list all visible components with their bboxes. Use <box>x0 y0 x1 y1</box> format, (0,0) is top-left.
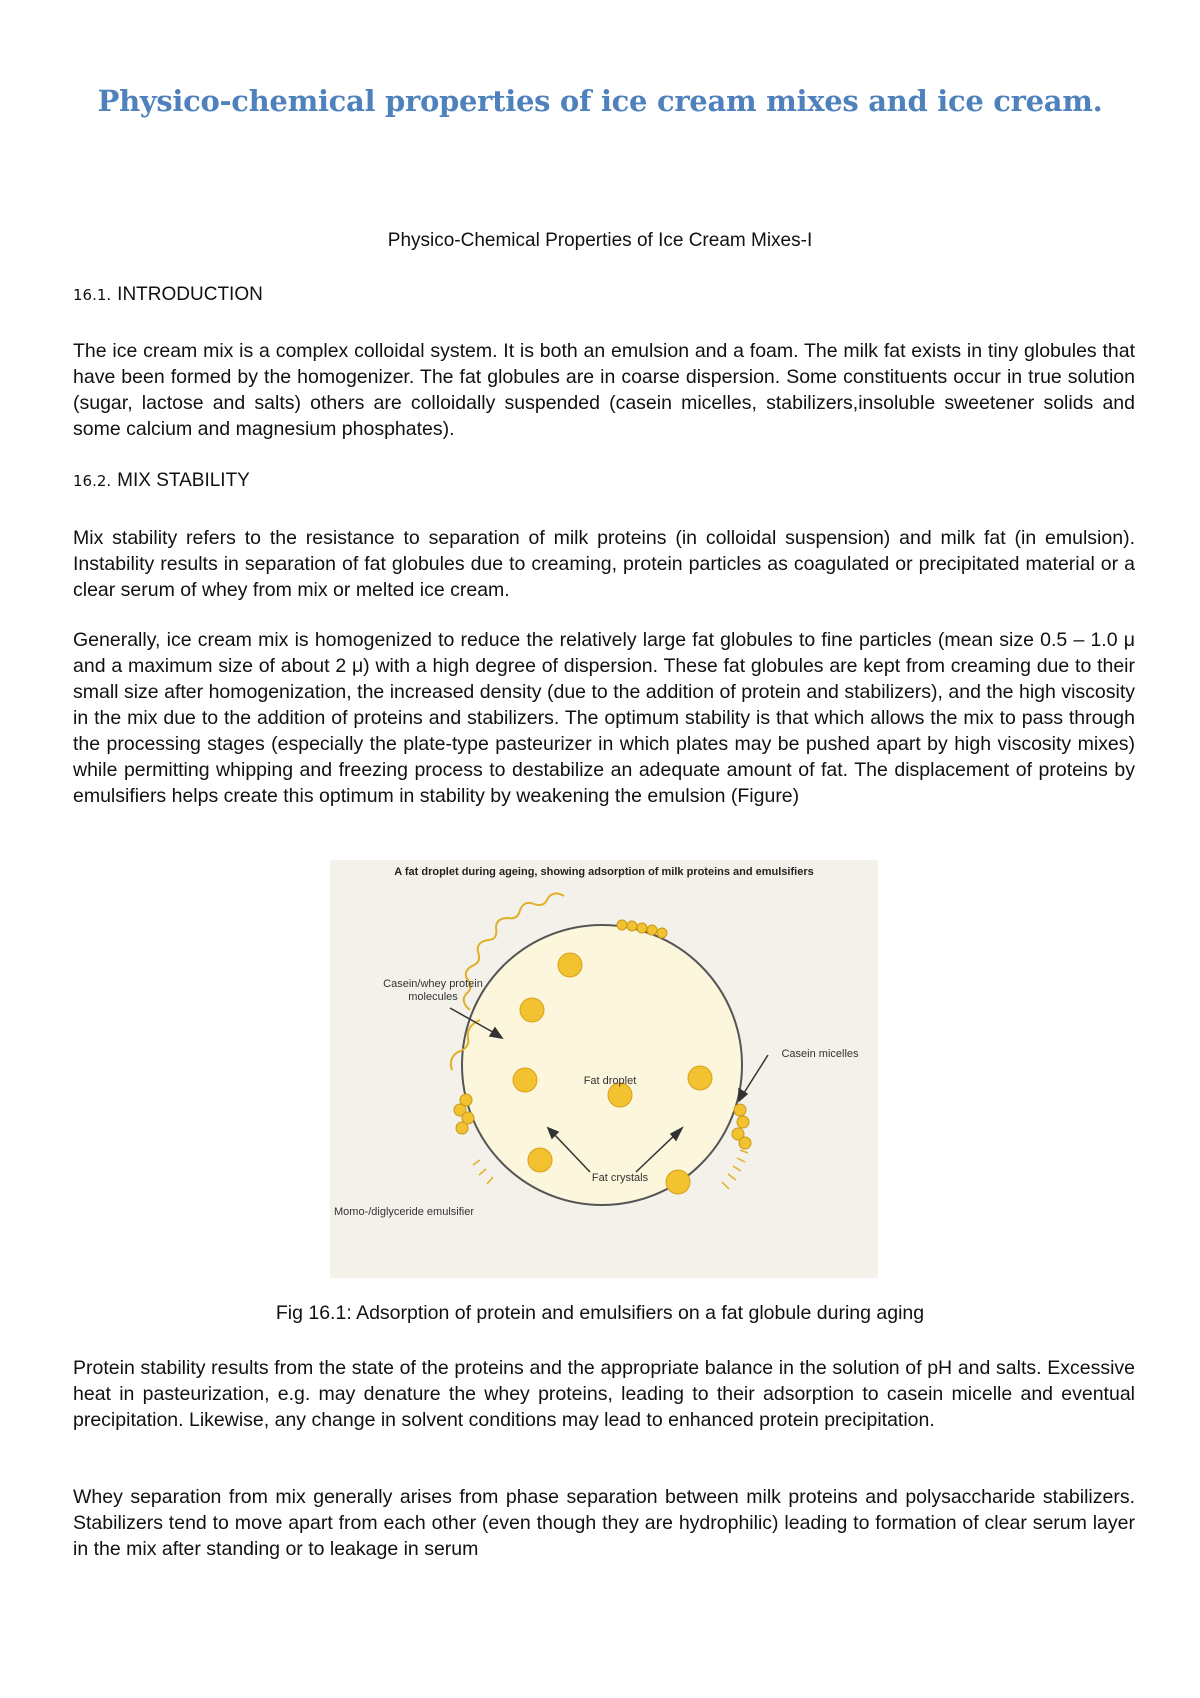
paragraph-whey-separation: Whey separation from mix generally arises from phase separation between milk proteins and polysaccharide stabilizers. Stabilizers tend to move apart from each other (even though they are hydrophilic) leading to formation of clear serum layer in the mix after standing or to leakage in serum <box>73 1486 1135 1560</box>
casein-micelles-left <box>454 1094 474 1134</box>
section-heading-introduction <box>73 284 263 306</box>
label-fat-droplet: Fat droplet <box>583 1075 637 1087</box>
document-title: Physico-chemical properties of ice cream mixes and ice cream. <box>97 84 1103 118</box>
casein-micelles-right <box>732 1104 751 1149</box>
section-number: 16.2. <box>73 472 112 490</box>
label-casein-micelles: Casein micelles <box>781 1048 859 1060</box>
label-fat-crystals: Fat crystals <box>591 1172 649 1184</box>
section-title: INTRODUCTION <box>117 284 263 305</box>
paragraph-introduction: The ice cream mix is a complex colloidal system. It is both an emulsion and a foam. The milk fat exists in tiny globules that have been formed by the homogenizer. The fat globules are in coarse dispersion. Some constituents occur in true solution (sugar, lactose and salts) others are colloidally suspended (casein micelles, stabilizers,insoluble sweetener solids and some calcium and magnesium phosphates). <box>73 340 1135 440</box>
section-number: 16.1. <box>73 286 112 304</box>
figure-fat-droplet <box>330 860 878 1278</box>
figure-title: A fat droplet during ageing, showing adsorption of milk proteins and emulsifiers <box>394 866 814 878</box>
label-emulsifier: Momo-/diglyceride emulsifier <box>334 1206 474 1218</box>
label-protein-molecules: Casein/whey protein molecules <box>383 978 483 1003</box>
paragraph-mix-stability-2: Generally, ice cream mix is homogenized to reduce the relatively large fat globules to fine particles (mean size 0.5 – 1.0 μ and a maximum size of about 2 μ) with a high degree of dispersion. These fat globules are kept from creaming due to their small size after homogenization, the increased density (due to the addition of protein and stabilizers), and the high viscosity in the mix due to the addition of proteins and stabilizers. The optimum stability is that which allows the mix to pass through the processing stages (especially the plate-type pasteurizer in which plates may be pushed apart by high viscosity mixes) while permitting whipping and freezing process to destabilize an adequate amount of fat. The displacement of proteins by emulsifiers helps create this optimum in stability by weakening the emulsion (Figure) <box>73 629 1135 807</box>
section-title: MIX STABILITY <box>117 470 250 491</box>
fat-droplet-circle <box>462 925 742 1205</box>
section-heading-mix-stability <box>73 470 250 492</box>
figure-caption: Fig 16.1: Adsorption of protein and emulsifiers on a fat globule during aging <box>275 1302 925 1324</box>
document-subtitle: Physico-Chemical Properties of Ice Cream Mixes-I <box>387 230 813 251</box>
paragraph-mix-stability-1: Mix stability refers to the resistance to separation of milk proteins (in colloidal suspension) and milk fat (in emulsion). Instability results in separation of fat globules due to creaming, protein particles as coagulated or precipitated material or a clear serum of whey from mix or melted ice cream. <box>73 527 1135 601</box>
paragraph-protein-stability: Protein stability results from the state of the proteins and the appropriate balance in the solution of pH and salts. Excessive heat in pasteurization, e.g. may denature the whey proteins, leading to their adsorption to casein micelle and eventual precipitation. Likewise, any change in solvent conditions may lead to enhanced protein precipitation. <box>73 1357 1135 1431</box>
